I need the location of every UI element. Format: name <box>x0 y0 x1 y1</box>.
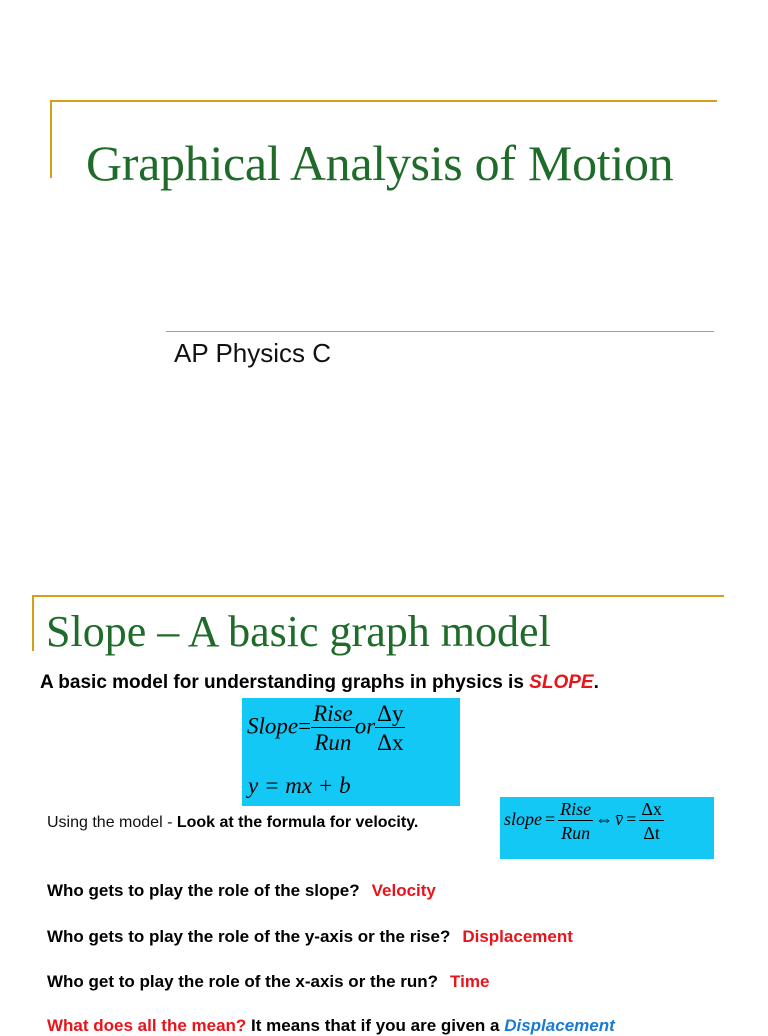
linear-equation: y = mx + b <box>248 773 351 798</box>
v-delta-t: Δt <box>643 823 660 843</box>
slide-title: Graphical Analysis of Motion <box>86 135 674 191</box>
title-left-rule <box>50 100 52 178</box>
slide2-top-rule <box>32 595 724 597</box>
cutoff-black: It means that if you are given a <box>246 1016 505 1035</box>
delta-y: Δy <box>377 701 404 726</box>
answer-text: Time <box>450 972 490 991</box>
intro-text <box>40 672 599 694</box>
v-eq: = <box>545 809 556 830</box>
question-text: Who gets to play the role of the slope? <box>47 881 360 900</box>
rise-over-run <box>311 702 355 754</box>
delta-x: Δx <box>377 730 404 755</box>
v-delta-x: Δx <box>641 799 662 819</box>
using-bold: Look at the formula for velocity. <box>176 814 419 831</box>
question-run <box>47 972 489 992</box>
intro-prefix: A basic model for understanding graphs in physics is <box>40 672 530 693</box>
v-lhs: slope <box>504 809 542 830</box>
formula-or: or <box>354 713 376 739</box>
dy-over-dx <box>375 702 405 754</box>
slope-keyword: SLOPE <box>529 672 594 693</box>
slope-formula-box <box>242 698 460 806</box>
answer-text: Displacement <box>462 927 573 946</box>
cutoff-blue: Displacement <box>504 1016 615 1035</box>
formula-equals: = <box>298 713 312 739</box>
iff-symbol: ⇔ <box>595 809 614 830</box>
slide-title: Slope – A basic graph model <box>46 607 551 656</box>
title-top-rule <box>50 100 717 102</box>
v-run: Run <box>561 823 591 843</box>
v-bar: v̄ <box>615 809 624 830</box>
formula-lhs: Slope <box>247 713 299 739</box>
using-prefix: Using the model - <box>47 814 177 831</box>
dx-over-dt <box>639 800 664 842</box>
answer-text: Velocity <box>371 881 436 900</box>
velocity-formula <box>504 800 664 842</box>
v-eq2: = <box>626 809 637 830</box>
v-rise: Rise <box>560 799 592 819</box>
slide2-left-rule <box>32 595 34 651</box>
run: Run <box>314 730 352 755</box>
v-rise-over-run <box>558 800 593 842</box>
velocity-formula-box <box>500 797 714 859</box>
intro-suffix: . <box>593 672 599 693</box>
question-text: Who gets to play the role of the y-axis or the rise? <box>47 927 451 946</box>
rise: Rise <box>313 701 353 726</box>
using-model-line <box>47 814 418 832</box>
slope-ratio-formula <box>247 702 405 754</box>
question-slope <box>47 881 436 901</box>
subtitle-rule <box>166 331 714 332</box>
slide-subtitle: AP Physics C <box>174 338 332 368</box>
question-rise <box>47 927 573 947</box>
question-text: Who get to play the role of the x-axis or the run? <box>47 972 439 991</box>
slope-slide <box>0 560 768 1035</box>
cutoff-line <box>47 1016 615 1036</box>
cutoff-red: What does all the mean? <box>47 1016 247 1035</box>
